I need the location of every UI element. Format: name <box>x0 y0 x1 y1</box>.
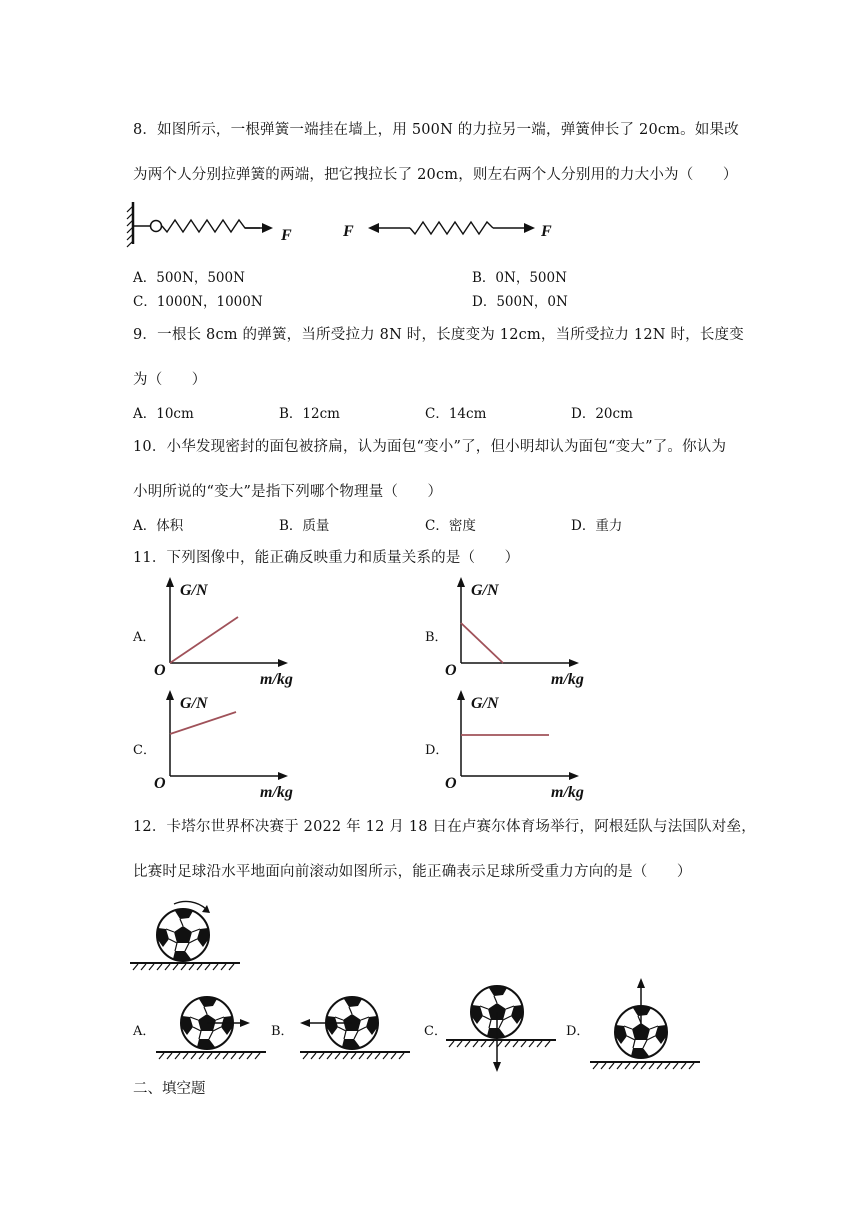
q8-option-c: C．1000N，1000N <box>133 294 263 310</box>
origin-label: O <box>154 775 166 792</box>
y-axis-label: G/N <box>180 582 208 599</box>
q8-option-d: D．500N，0N <box>472 294 568 310</box>
q8-line2: 为两个人分别拉弹簧的两端，把它拽拉长了 20cm，则左右两个人分别用的力大小为（ ） <box>133 167 738 183</box>
y-axis-label: G/N <box>471 582 499 599</box>
q9-option-a: A．10cm <box>133 406 194 422</box>
ball-option-a <box>152 985 272 1065</box>
ball-option-d <box>588 972 708 1072</box>
q10-line1: 10．小华发现密封的面包被挤扁，认为面包“变小”了，但小明却认为面包“变大”了。你认为 <box>133 439 727 455</box>
section-heading: 二、填空题 <box>133 1081 206 1097</box>
x-axis-label: m/kg <box>260 671 293 688</box>
q8-option-b: B．0N，500N <box>472 270 567 286</box>
q8-line1: 8．如图所示，一根弹簧一端挂在墙上，用 500N 的力拉另一端，弹簧伸长了 20cm。如果改 <box>133 122 739 138</box>
graph-a-line <box>170 617 238 663</box>
q12-line1: 12．卡塔尔世界杯决赛于 2022 年 12 月 18 日在卢赛尔体育场举行，阿根廷队与法国队对垒， <box>133 819 756 835</box>
force-label: F <box>281 227 292 244</box>
graph-d <box>441 688 601 803</box>
q10-line2: 小明所说的“变大”是指下列哪个物理量（ ） <box>133 484 443 500</box>
q12-line2: 比赛时足球沿水平地面向前滚动如图所示，能正确表示足球所受重力方向的是（ ） <box>133 864 692 880</box>
graph-b <box>441 575 601 690</box>
y-axis-label: G/N <box>180 695 208 712</box>
ball-option-c <box>440 980 560 1080</box>
q11-letter-b: B． <box>425 630 448 645</box>
q11-letter-c: C． <box>133 743 156 758</box>
q12-letter-b: B． <box>271 1024 294 1039</box>
origin-label: O <box>445 775 457 792</box>
spring-wall-figure <box>125 198 565 248</box>
q11-letter-d: D． <box>425 743 449 758</box>
q10-option-a: A．体积 <box>133 518 184 534</box>
graph-c-line <box>170 712 236 734</box>
force-label-left: F <box>343 223 354 240</box>
ball-option-b <box>292 985 412 1065</box>
q11-letter-a: A． <box>133 630 156 645</box>
rolling-ball-figure <box>128 895 243 975</box>
q9-line2: 为（ ） <box>133 372 207 388</box>
q12-letter-a: A． <box>133 1024 156 1039</box>
force-label-right: F <box>541 223 552 240</box>
q10-option-d: D．重力 <box>571 518 623 534</box>
q10-option-c: C．密度 <box>425 518 476 534</box>
x-axis-label: m/kg <box>260 784 293 801</box>
q10-option-b: B．质量 <box>279 518 330 534</box>
origin-label: O <box>154 662 166 679</box>
q9-option-b: B．12cm <box>279 406 340 422</box>
q12-letter-d: D． <box>566 1024 590 1039</box>
y-axis-label: G/N <box>471 695 499 712</box>
q11-line1: 11．下列图像中，能正确反映重力和质量关系的是（ ） <box>133 550 520 566</box>
graph-a <box>150 575 310 690</box>
q9-option-d: D．20cm <box>571 406 633 422</box>
graph-c <box>150 688 310 803</box>
q12-letter-c: C． <box>424 1024 447 1039</box>
graph-b-line <box>461 623 503 663</box>
q9-option-c: C．14cm <box>425 406 487 422</box>
x-axis-label: m/kg <box>551 784 584 801</box>
q9-line1: 9．一根长 8cm 的弹簧，当所受拉力 8N 时，长度变为 12cm，当所受拉力 12N 时，长度变 <box>133 327 744 343</box>
q8-option-a: A．500N，500N <box>133 270 245 286</box>
origin-label: O <box>445 662 457 679</box>
x-axis-label: m/kg <box>551 671 584 688</box>
